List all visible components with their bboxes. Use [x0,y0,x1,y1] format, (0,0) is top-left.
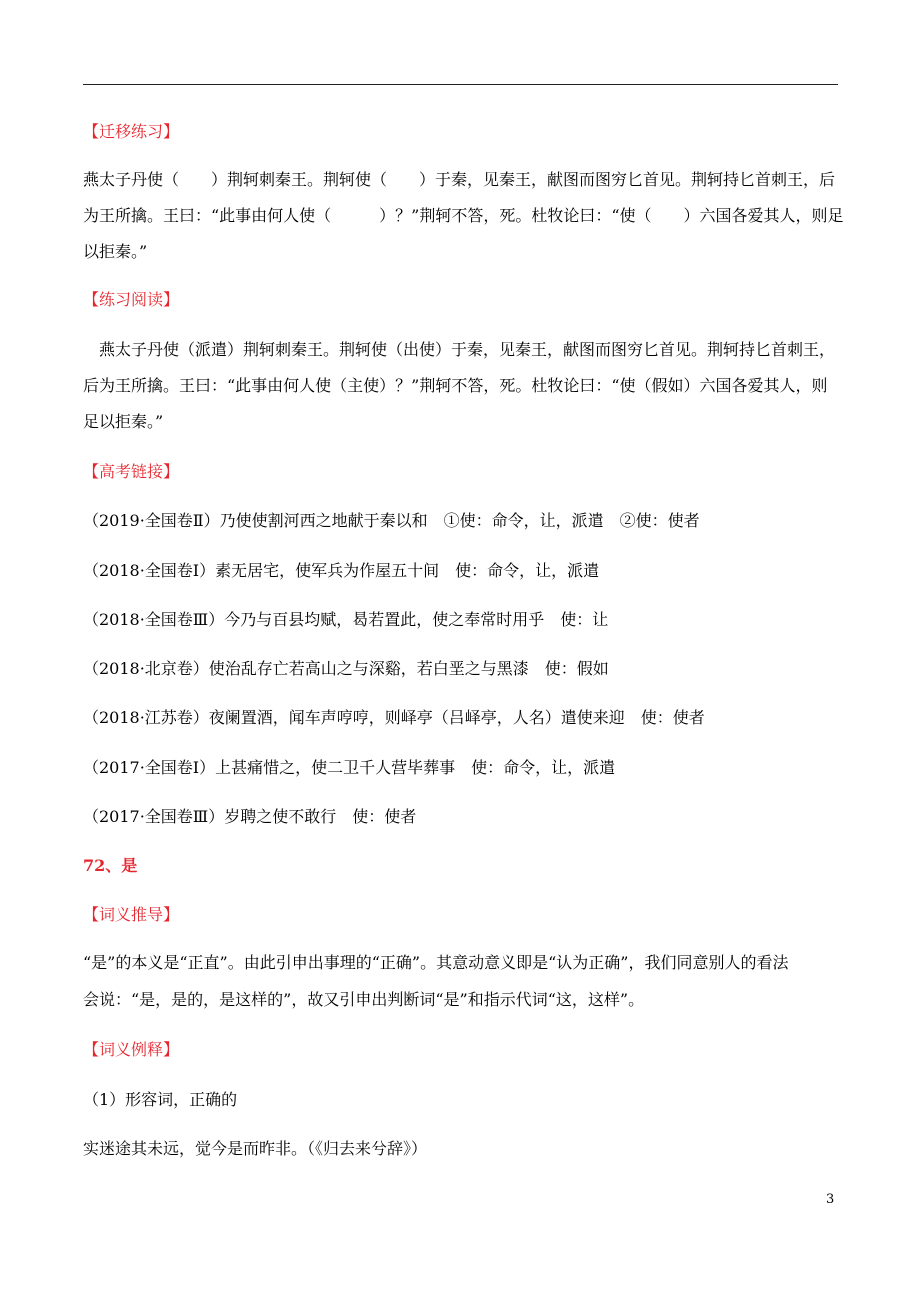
gaokao-item: （2017·全国卷Ⅲ）岁聘之使不敢行 使：使者 [83,807,417,826]
gaokao-item: （2017·全国卷Ⅰ）上甚痛惜之，使二卫千人营毕葬事 使：命令，让，派遣 [83,758,616,777]
migration-text-line: 为王所擒。王曰：“此事由何人使（ ）？”荆轲不答，死。杜牧论曰：“使（ ）六国各爱其人，则足 [83,206,844,225]
migration-practice-header: 【迁移练习】 [83,122,180,141]
derivation-text-line: 会说：“是，是的，是这样的”，故又引申出判断词“是”和指示代词“这，这样”。 [83,990,645,1009]
derivation-text-line: “是”的本义是“正直”。由此引申出事理的“正确”。其意动意义即是“认为正确”，我们同意别人的看法 [83,953,789,972]
page-number: 3 [826,1192,835,1207]
gaokao-link-header: 【高考链接】 [83,462,180,481]
derivation-header: 【词义推导】 [83,905,180,924]
example-sentence: 实迷途其未远，觉今是而昨非。（《归去来兮辞》） [83,1139,428,1158]
gaokao-item: （2018·全国卷Ⅲ）今乃与百县均赋，曷若置此，使之奉常时用乎 使：让 [83,610,609,629]
migration-text-line: 以拒秦。” [83,242,148,261]
migration-text-line: 燕太子丹使（ ）荆轲刺秦王。荆轲使（ ）于秦，见秦王，献图而图穷匕首见。荆轲持匕首刺王，后 [83,170,836,189]
gaokao-item: （2018·江苏卷）夜阑置酒，闻车声哼哼，则峄亭（吕峄亭，人名）遣使来迎 使：使者 [83,708,705,727]
reading-text-line: 足以拒秦。” [83,412,164,431]
example-sense-label: （1）形容词，正确的 [83,1090,238,1109]
entry-title: 72、是 [83,856,138,875]
gaokao-item: （2018·北京卷）使治乱存亡若高山之与深谿，若白垩之与黑漆 使：假如 [83,659,609,678]
reading-practice-header: 【练习阅读】 [83,290,180,309]
header-rule [83,84,838,85]
gaokao-item: （2019·全国卷Ⅱ）乃使使割河西之地献于秦以和 ①使：命令，让，派遣 ②使：使者 [83,511,700,530]
gaokao-item: （2018·全国卷Ⅰ）素无居宅，使军兵为作屋五十间 使：命令，让，派遣 [83,561,600,580]
reading-text-line: 燕太子丹使（派遣）荆轲刺秦王。荆轲使（出使）于秦，见秦王，献图而图穷匕首见。荆轲持匕首刺王， [83,340,836,359]
examples-header: 【词义例释】 [83,1040,180,1059]
reading-text-line: 后为王所擒。王曰：“此事由何人使（主使）？”荆轲不答，死。杜牧论曰：“使（假如）六国各爱其人，则 [83,376,828,395]
